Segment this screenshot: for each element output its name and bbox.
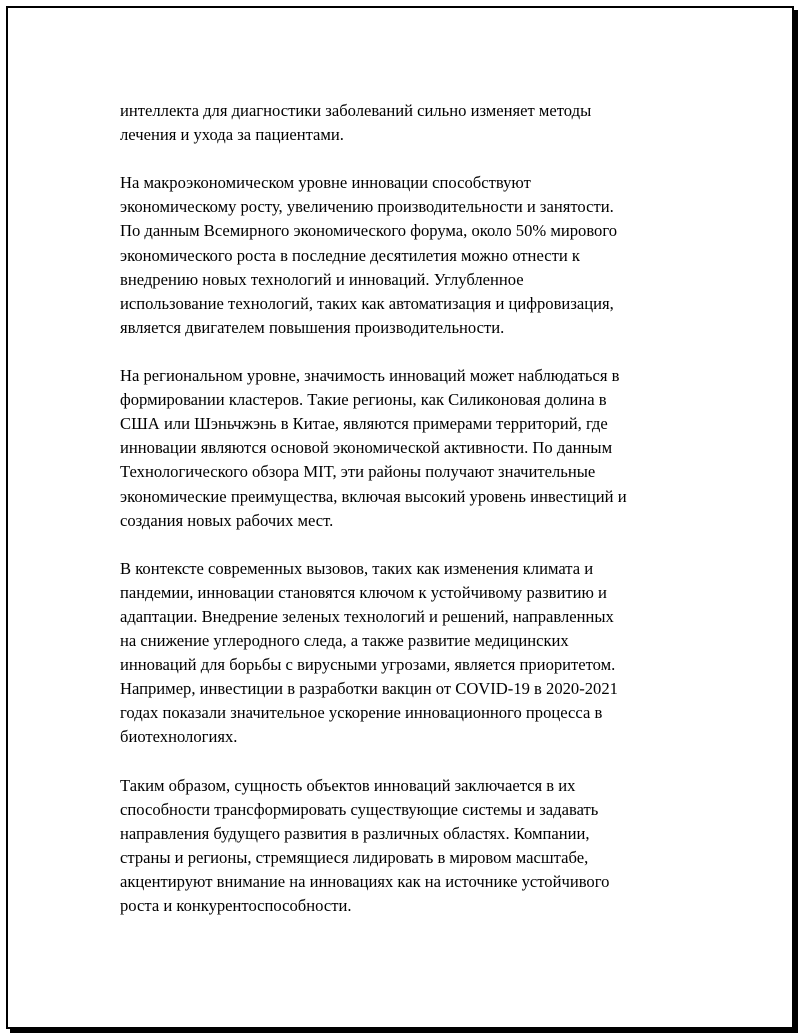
text-line: биотехнологиях.	[120, 727, 238, 747]
text-line: США или Шэньчжэнь в Китае, являются примерами территорий, где	[120, 414, 608, 434]
text-line: является двигателем повышения производительности.	[120, 317, 505, 337]
text-line: акцентируют внимание на инновациях как на источнике устойчивого	[120, 872, 610, 891]
paragraph-2	[120, 171, 710, 340]
paragraph-5	[120, 774, 710, 919]
text-line: Технологического обзора MIT, эти районы получают значительные	[120, 462, 596, 482]
text-line: использование технологий, таких как автоматизация и цифровизация,	[120, 293, 614, 313]
document-page	[6, 6, 794, 1029]
text-line: В контексте современных вызовов, таких как изменения климата и	[120, 558, 594, 578]
text-line: По данным Всемирного экономического форума, около 50% мирового	[120, 221, 618, 241]
text-line: направления будущего развития в различных областях. Компании,	[120, 823, 590, 843]
document-body	[120, 99, 710, 942]
text-line: на снижение углеродного следа, а также развитие медицинских	[120, 631, 569, 651]
text-line: лечения и ухода за пациентами.	[120, 125, 344, 145]
text-line: адаптации. Внедрение зеленых технологий и решений, направленных	[120, 606, 614, 626]
text-line: инновации являются основой экономической активности. По данным	[120, 438, 613, 458]
text-line: роста и конкурентоспособности.	[120, 896, 352, 916]
text-line: экономические преимущества, включая высокий уровень инвестиций и	[120, 486, 627, 506]
paragraph-4	[120, 557, 710, 750]
text-line: страны и регионы, стремящиеся лидировать в мировом масштабе,	[120, 847, 589, 867]
text-line: интеллекта для диагностики заболеваний сильно изменяет методы	[120, 101, 592, 120]
text-line: способности трансформировать существующие системы и задавать	[120, 799, 599, 819]
text-line: годах показали значительное ускорение инновационного процесса в	[120, 703, 603, 723]
text-line: Например, инвестиции в разработки вакцин от COVID-19 в 2020-2021	[120, 679, 618, 699]
paragraph-1	[120, 99, 710, 147]
text-line: внедрению новых технологий и инноваций. Углубленное	[120, 269, 524, 289]
text-line: пандемии, инновации становятся ключом к устойчивому развитию и	[120, 582, 607, 602]
text-line: На макроэкономическом уровне инновации способствуют	[120, 173, 531, 193]
text-line: экономическому росту, увеличению производительности и занятости.	[120, 197, 614, 217]
text-line: экономического роста в последние десятилетия можно отнести к	[120, 245, 580, 265]
text-line: инноваций для борьбы с вирусными угрозами, является приоритетом.	[120, 655, 616, 675]
text-line: Таким образом, сущность объектов инноваций заключается в их	[120, 775, 576, 795]
paragraph-3	[120, 364, 710, 533]
text-line: создания новых рабочих мест.	[120, 510, 334, 530]
text-line: На региональном уровне, значимость инноваций может наблюдаться в	[120, 366, 620, 386]
text-line: формировании кластеров. Такие регионы, как Силиконовая долина в	[120, 390, 607, 410]
